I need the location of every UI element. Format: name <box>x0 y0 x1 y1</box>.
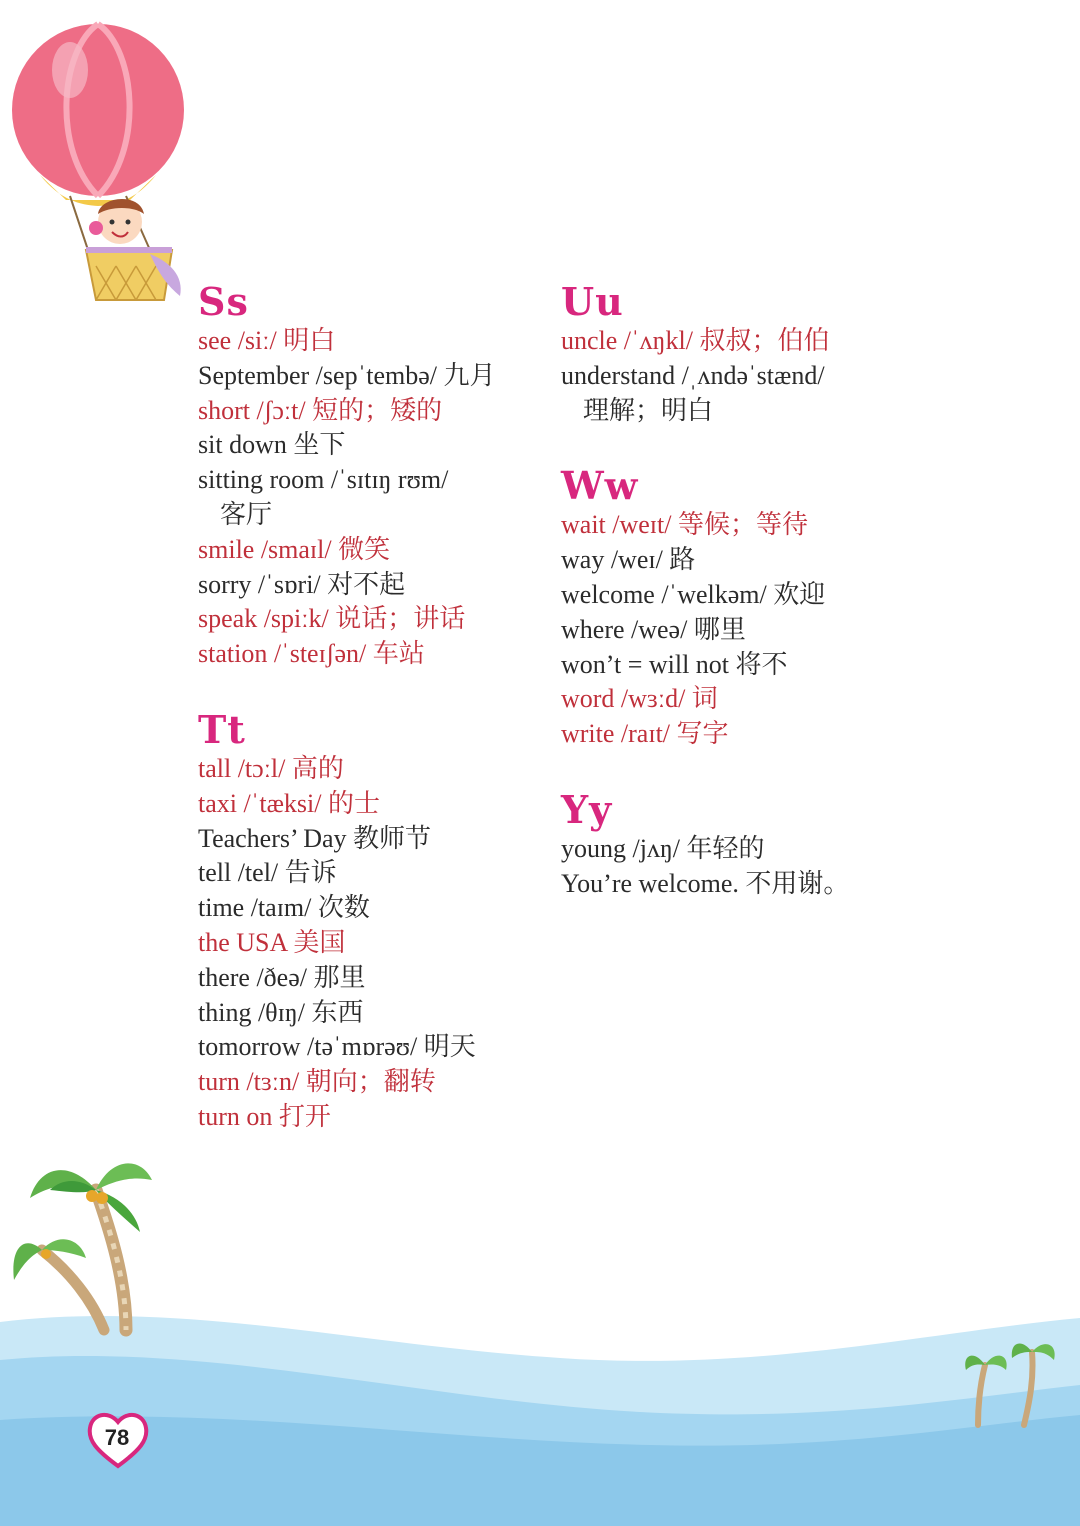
vocab-entry: station /ˈsteɪʃən/ 车站 <box>198 639 425 669</box>
section-letter: Tt <box>198 706 246 752</box>
palm-trees-illustration <box>13 1163 152 1330</box>
vocab-entry: September /sepˈtembə/ 九月 <box>198 360 496 390</box>
vocab-entry: see /siː/ 明白 <box>198 326 336 355</box>
vocab-entry: tell /tel/ 告诉 <box>198 858 337 888</box>
vocab-section <box>561 280 1041 428</box>
vocab-entry: smile /smaɪl/ 微笑 <box>198 534 391 564</box>
vocab-entry: won’t = will not 将不 <box>561 649 788 679</box>
vocab-entry: there /ðeə/ 那里 <box>198 962 366 992</box>
vocab-entry: Teachers’ Day 教师节 <box>198 823 432 853</box>
vocab-entry: sitting room /ˈsɪtɪŋ rʊm/ <box>198 465 449 495</box>
vocab-entry: turn on 打开 <box>198 1101 331 1131</box>
vocab-section <box>198 708 548 1135</box>
section-gap <box>198 672 548 708</box>
vocab-entry: welcome /ˈwelkəm/ 欢迎 <box>561 579 826 609</box>
vocab-section <box>198 280 548 672</box>
vocab-entry: where /weə/ 哪里 <box>561 614 746 644</box>
vocab-entry: understand /ˌʌndəˈstænd/ <box>561 360 825 390</box>
vocab-entry: thing /θɪŋ/ 东西 <box>198 997 364 1027</box>
vocab-entry: taxi /ˈtæksi/ 的士 <box>198 788 381 818</box>
section-letter: Ss <box>198 279 249 324</box>
vocab-entry: turn /tɜːn/ 朝向；翻转 <box>198 1067 436 1097</box>
vocab-entry: tall /tɔːl/ 高的 <box>198 753 344 783</box>
vocab-entry: You’re welcome. 不用谢。 <box>561 868 850 898</box>
vocab-entry: short /ʃɔːt/ 短的；矮的 <box>198 395 443 425</box>
vocab-entry: sorry /ˈsɒri/ 对不起 <box>198 569 406 599</box>
page-number: 78 <box>104 1425 130 1450</box>
section-letter: Ww <box>561 463 639 509</box>
vocab-column-right <box>561 280 1041 902</box>
vocab-entry-continuation: 理解；明白 <box>583 395 714 425</box>
section-gap <box>561 752 1041 788</box>
vocab-section <box>561 464 1041 752</box>
vocab-entry: speak /spiːk/ 说话；讲话 <box>198 604 466 634</box>
section-letter: Yy <box>561 786 613 832</box>
vocab-entry: uncle /ˈʌŋkl/ 叔叔；伯伯 <box>561 326 830 355</box>
hot-air-balloon-with-girl-illustration <box>12 24 184 300</box>
vocab-entry: word /wɜːd/ 词 <box>561 684 718 714</box>
vocab-entry: time /taɪm/ 次数 <box>198 893 370 923</box>
vocab-entry-continuation: 客厅 <box>220 499 273 529</box>
vocab-entry: the USA 美国 <box>198 927 346 957</box>
section-letter: Uu <box>561 279 624 324</box>
section-gap <box>561 428 1041 464</box>
vocab-entry: write /raɪt/ 写字 <box>561 719 729 749</box>
vocab-column-left <box>198 280 548 1135</box>
vocab-entry: wait /weɪt/ 等候；等待 <box>561 510 808 540</box>
sea-waves-illustration <box>0 1316 1080 1526</box>
vocab-section <box>561 788 1041 902</box>
vocab-entry: way /weɪ/ 路 <box>561 545 696 575</box>
vocab-entry: young /jʌŋ/ 年轻的 <box>561 833 765 863</box>
vocab-entry: tomorrow /təˈmɒrəʊ/ 明天 <box>198 1032 476 1062</box>
vocab-entry: sit down 坐下 <box>198 430 346 460</box>
